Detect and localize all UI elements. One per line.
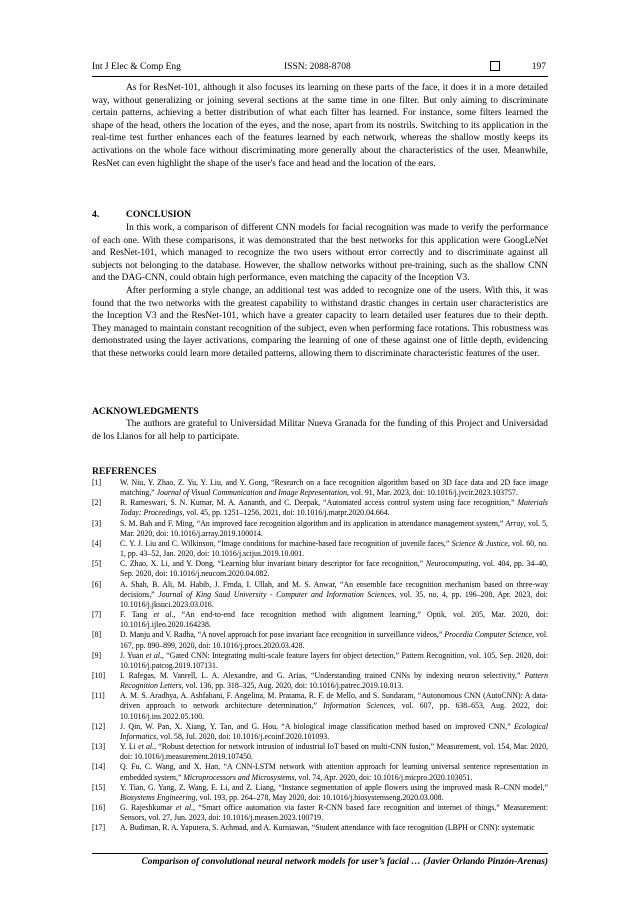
conclusion-paragraph-2: After performing a style change, an additional test was added to recognize one of the users. With this, it was found that the two networks with the greatest capability to withstand drastic changes in certain user characteristics are the Inception V3 and the ResNet-101, which have a greater capacity to learn detailed user features due to their depth. They managed to maintain constant recognition of the subject, even when performing face rotations. This robustness was demonstrated using the layer activations, comparing the learning of one of these against one of little depth, evidencing that these networks could learn more detailed patterns, allowing them to discriminate characteristic features of the user. (92, 285, 548, 359)
reference-number: [4] (92, 538, 102, 548)
reference-text: F. Tang (120, 610, 154, 620)
reference-number: [5] (92, 559, 102, 569)
reference-details: , vol. 45, pp. 1251–1256, 2021, doi: 10.1016/j.matpr.2020.04.664. (182, 508, 390, 518)
reference-text: C. Y. J. Liu and C. Wilkinson, “Image conditions for machine-based face recognition of juvenile faces,” (120, 538, 452, 548)
running-footer: Comparison of convolutional neural network models for user’s facial … (Javier Orlando Pinzón-Arenas) (141, 857, 548, 867)
reference-number: [1] (92, 478, 102, 487)
header-issn: ISSN: 2088-8708 (284, 62, 351, 72)
reference-item (92, 630, 548, 650)
reference-text: D. Manju and V. Radha, “A novel approach for pose invariant face recognition in surveillance videos,” (120, 630, 445, 640)
reference-number: [3] (92, 518, 102, 528)
reference-text: W. Niu, Y. Zhao, Z. Yu, Y. Liu, and Y. Gong, “Research on a face recognition algorithm based on 3D face data and 2D face image matching,” (120, 478, 548, 498)
reference-details: , vol. 607, pp. 638–653, Aug. 2022, doi: 10.1016/j.ins.2022.05.100. (120, 701, 548, 721)
conclusion-paragraph-1: In this work, a comparison of different CNN models for facial recognition was made to verify the performance of each one. With these comparisons, it was demonstrated that the best networks for this application were GoogLeNet and ResNet-101, which managed to recognize the two users without error correctly and to discriminate against all subjects not belonging to the database. However, the shallow networks without pre-training, such as the shallow CNN and the DAG-CNN, could obtain high performance, even matching the capacity of the Inception V3. (92, 223, 548, 284)
reference-journal: Journal of King Saud University - Computer and Information Sciences (158, 589, 395, 599)
reference-details: , vol. 5, Mar. 2020, doi: 10.1016/j.array.2019.100014. (120, 518, 548, 538)
reference-details: , vol. 35, no. 4, pp. 196–208, Apr. 2023, doi: 10.1016/j.jksuci.2023.03.016. (120, 589, 548, 609)
header-rule (92, 76, 548, 77)
reference-item (92, 498, 548, 518)
reference-details: , “Robust detection for network intrusion of industrial IoT based on multi-CNN fusion,” Measurement, vol. 154, Mar. 2020, doi: 10.1016/j.measurement.2019.107450. (120, 742, 548, 762)
reference-journal: Materials Today: Proceedings (120, 498, 548, 518)
reference-item (92, 559, 548, 579)
reference-item (92, 762, 548, 782)
reference-number: [9] (92, 650, 102, 660)
reference-journal: Procedia Computer Science (444, 630, 533, 640)
reference-journal: et al. (138, 742, 155, 752)
reference-journal: et al. (145, 650, 162, 660)
checkbox-square-icon (490, 61, 500, 71)
acknowledgments-heading: ACKNOWLEDGMENTS (92, 406, 199, 417)
reference-journal: Neurocomputing (425, 559, 479, 569)
reference-item (92, 722, 548, 742)
reference-text: G. Rajeshkumar (120, 803, 176, 812)
reference-details: , vol. 167, pp. 890–899, 2020, doi: 10.1016/j.procs.2020.03.428. (120, 630, 548, 650)
reference-details: , vol. 404, pp. 34–40, Sep. 2020, doi: 10.1016/j.neucom.2020.04.082. (120, 559, 549, 579)
reference-text: A. Budiman, R. A. Yaputera, S. Achmad, and A. Kurniawan, “Student attendance with face recognition (LBPH or CNN): systematic (120, 823, 535, 833)
references-list (92, 478, 548, 833)
reference-item (92, 691, 548, 721)
reference-journal: Ecological Informatics (120, 721, 548, 741)
reference-details: , vol. 193, pp. 264–278, May 2020, doi: 10.1016/j.biosystemseng.2020.03.008. (195, 792, 444, 802)
reference-text: I. Rafegas, M. Vanrell, L. A. Alexandre, and G. Arias, “Understanding trained CNNs by indexing neuron selectivity,” (120, 670, 525, 680)
conclusion-title: CONCLUSION (126, 209, 192, 220)
reference-text: Y. Li (120, 742, 139, 752)
reference-text: R. Rameswari, S. N. Kumar, M. A. Aananth, and C. Deepak, “Automated access control system using face recognition,” (120, 498, 518, 508)
reference-text: Q. Fu, C. Wang, and X. Han, “A CNN-LSTM network with attention approach for learning universal sentence representation in embedded system,” (120, 762, 548, 782)
reference-item (92, 803, 548, 823)
reference-item (92, 478, 548, 498)
reference-journal: Biosystems Engineering (120, 792, 196, 802)
reference-number: [7] (92, 610, 102, 620)
reference-number: [10] (92, 670, 106, 680)
reference-journal: Information Sciences (323, 701, 394, 711)
reference-item (92, 539, 548, 559)
reference-item (92, 580, 548, 610)
running-header (92, 60, 546, 76)
intro-paragraph-block (92, 82, 548, 170)
reference-details: , vol. 136, pp. 318–325, Aug. 2020, doi: 10.1016/j.patrec.2019.10.013. (181, 681, 404, 691)
reference-number: [8] (92, 630, 102, 640)
reference-item (92, 823, 548, 833)
reference-item (92, 519, 548, 539)
reference-item (92, 610, 548, 630)
intro-paragraph: As for ResNet-101, although it also focuses its learning on these parts of the face, it does it in a more detailed way, without generalizing or joining several sections at the same time in one filter. But only aiming to discriminate certain patterns, achieving a better distribution of what each filter has learned. For instance, some filters learned the shape of the head, others the location of the eyes, and the nose, apart from its nostrils. Switching to its application in the real-time test further enhances each of the features learned by each network, whereas the shallow mostly keeps its activations on the whole face without discriminating more generally about the characteristics of the user. Meanwhile, ResNet can even highlight the shape of the user's face and head and the location of the ears. (92, 83, 548, 169)
reference-journal: Array (505, 518, 524, 528)
reference-text: A. M. S. Aradhya, A. Ashfahani, F. Angelina, M. Pratama, R. F. de Mello, and S. Sundaram, “Autonomous CNN (AutoCNN): A data-driven approach to network architecture determination,” (120, 691, 548, 711)
conclusion-body (92, 222, 548, 361)
reference-text: J. Qin, W. Pan, X. Xiang, Y. Tan, and G. Hou, “A biological image classification method based on improved CNN,” (120, 721, 515, 731)
reference-details: , vol. 74, Apr. 2020, doi: 10.1016/j.micpro.2020.103051. (294, 772, 473, 782)
header-journal-name: Int J Elec & Comp Eng (92, 62, 181, 72)
reference-journal: Pattern Recognition Letters (120, 670, 548, 691)
reference-number: [14] (92, 762, 106, 772)
reference-text: C. Zhao, X. Li, and Y. Dong, “Learning blur invariant binary descriptor for face recognition,” (120, 559, 426, 569)
reference-item (92, 671, 548, 691)
reference-details: , vol. 91, Mar. 2023, doi: 10.1016/j.jvcir.2023.103757. (347, 488, 518, 498)
reference-details: , “Gated CNN: Integrating multi-scale feature layers for object detection,” Pattern Recognition, vol. 105, Sep. 2020, doi: 10.1016/j.patcog.2019.107131. (120, 650, 548, 670)
reference-journal: Journal of Visual Communication and Image Representation (156, 488, 347, 498)
acknowledgments-body (92, 418, 548, 443)
reference-text: J. Yuan (120, 650, 146, 660)
reference-number: [13] (92, 742, 106, 752)
reference-number: [15] (92, 782, 106, 792)
reference-number: [17] (92, 823, 106, 833)
conclusion-heading (92, 209, 191, 220)
conclusion-number: 4. (92, 209, 100, 220)
reference-number: [6] (92, 579, 102, 589)
header-page-number: 197 (531, 62, 546, 72)
reference-text: S. M. Bah and F. Ming, “An improved face recognition algorithm and its application in attendance management system,” (120, 518, 506, 528)
reference-item (92, 783, 548, 803)
reference-details: , vol. 60, no. 1, pp. 43–52, Jan. 2020, doi: 10.1016/j.scijus.2019.10.001. (120, 538, 549, 559)
reference-journal: Science & Justice (451, 538, 508, 548)
reference-text: A. Shah, B. Ali, M. Habib, J. Frnda, I. Ullah, and M. S. Anwar, “An ensemble face recognition mechanism based on three-way decisions,” (120, 579, 548, 599)
reference-number: [12] (92, 721, 106, 731)
footer-rule (92, 853, 548, 854)
reference-item (92, 651, 548, 671)
reference-journal: et al. (175, 803, 194, 812)
references-heading: REFERENCES (92, 466, 157, 477)
reference-journal: et al. (153, 610, 174, 620)
reference-details: , “An end-to-end face recognition method with alignment learning,” Optik, vol. 205, Mar. 2020, doi: 10.1016/j.ijleo.2020.164238. (120, 610, 549, 630)
reference-number: [16] (92, 803, 106, 812)
reference-number: [2] (92, 498, 102, 508)
acknowledgments-text: The authors are grateful to Universidad Militar Nueva Granada for the funding of this Project and Universidad de los Llanos for all help to participate. (92, 419, 548, 442)
reference-item (92, 742, 548, 762)
reference-number: [11] (92, 691, 105, 701)
reference-details: , vol. 58, Jul. 2020, doi: 10.1016/j.ecoinf.2020.101093. (156, 731, 330, 741)
reference-journal: Microprocessors and Microsystems (183, 772, 295, 782)
reference-details: , “Smart office automation via faster R-CNN based face recognition and internet of things,” Measurement: Sensors, vol. 27, Jun. 2023, doi: 10.1016/j.measen.2023.100719. (120, 803, 548, 823)
reference-text: Y. Tian, G. Yang, Z. Wang, E. Li, and Z. Liang, “Instance segmentation of apple flowers using the improved mask R–CNN model,” (120, 782, 548, 792)
